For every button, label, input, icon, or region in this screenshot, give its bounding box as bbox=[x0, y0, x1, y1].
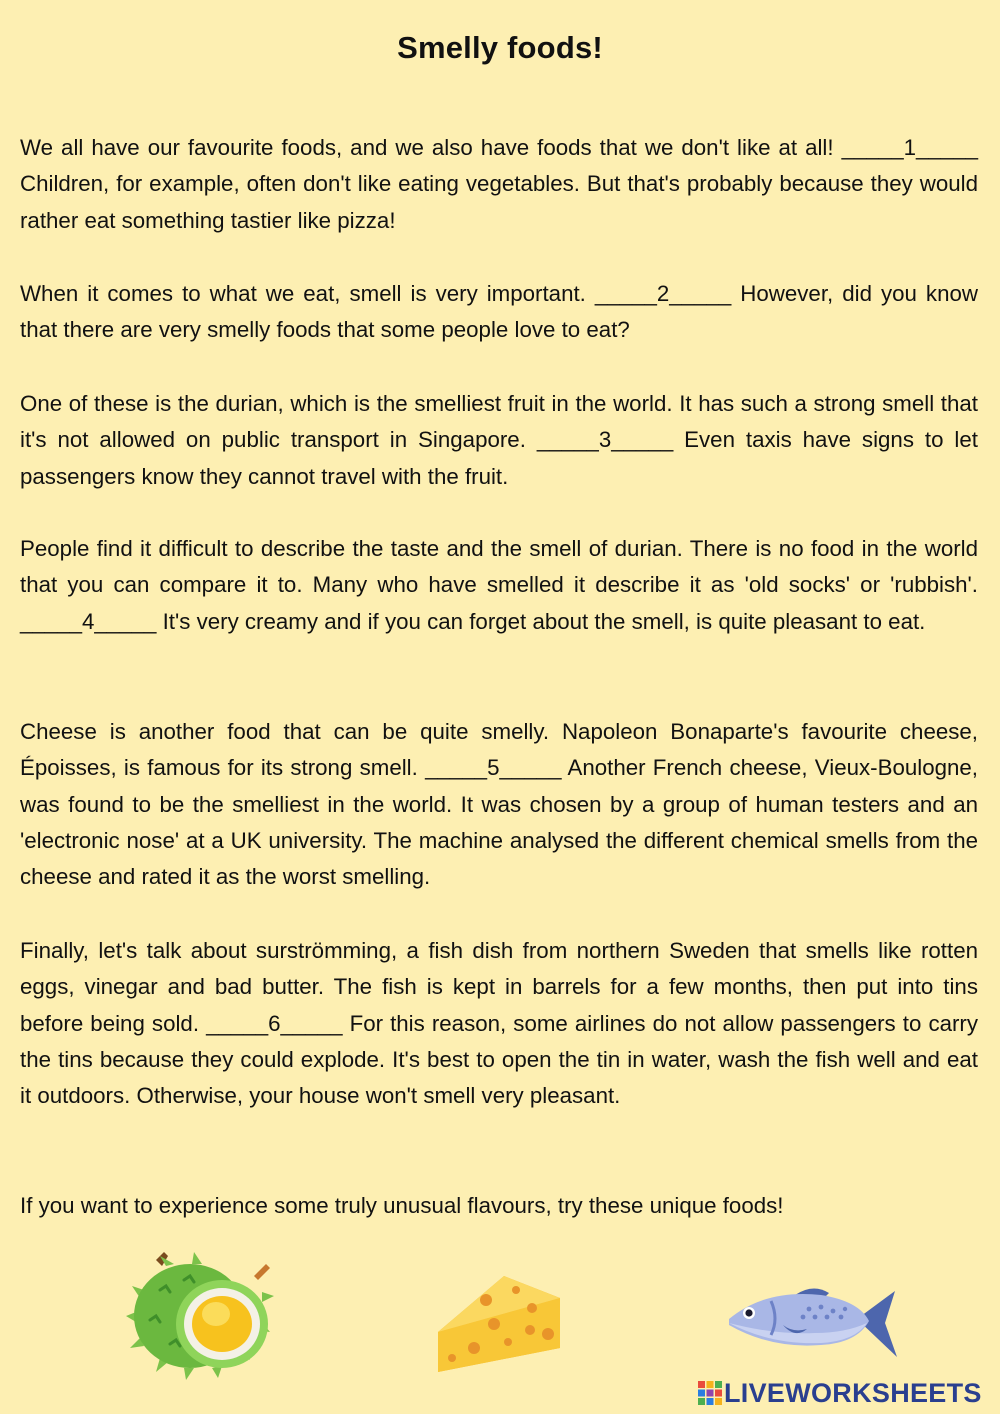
gap-2[interactable]: _____2_____ bbox=[594, 281, 732, 306]
paragraph-6 bbox=[20, 933, 978, 1114]
paragraph-4 bbox=[20, 531, 978, 640]
paragraph-7 bbox=[20, 1188, 978, 1224]
paragraph-text: Another French cheese, Vieux-Boulogne, was found to be the smelliest in the world. It was chosen by a group of human testers and an 'electronic nose' at a UK university. The machine analysed the different chemical smells from the cheese and rated it as the worst smelling. bbox=[20, 755, 978, 890]
paragraph-text: However, did you know that there are very smelly foods that some people love to eat? bbox=[20, 281, 978, 343]
paragraph-text: For this reason, some airlines do not allow passengers to carry the tins because they could explode. It's best to open the tin in water, wash the fish well and eat it outdoors. Otherwise, your house won't smell very pleasant. bbox=[20, 1010, 978, 1109]
paragraph-text: Children, for example, often don't like eating vegetables. But that's probably because they would rather eat something tastier like pizza! bbox=[20, 171, 978, 233]
gap-5[interactable]: _____5_____ bbox=[425, 755, 562, 781]
paragraph-text: Cheese is another food that can be quite smelly. Napoleon Bonaparte's favourite cheese, Époisses, is famous for its strong smell. bbox=[20, 719, 978, 781]
paragraph-text: Finally, let's talk about surströmming, a fish dish from northern Sweden that smells like rotten eggs, vinegar and bad butter. The fish is kept in barrels for a few months, then put into tins before being sold. bbox=[20, 938, 978, 1036]
paragraph-5 bbox=[20, 714, 978, 895]
paragraph-text: If you want to experience some truly unusual flavours, try these unique foods! bbox=[20, 1193, 784, 1218]
paragraph-text: Even taxis have signs to let passengers know they cannot travel with the fruit. bbox=[20, 427, 978, 489]
fish-illustration bbox=[725, 1285, 899, 1361]
logo-text: LIVEWORKSHEETS bbox=[724, 1377, 982, 1408]
cheese-illustration bbox=[434, 1272, 566, 1378]
durian-illustration bbox=[126, 1250, 276, 1380]
gap-6[interactable]: _____6_____ bbox=[206, 1010, 343, 1036]
paragraph-text: One of these is the durian, which is the smelliest fruit in the world. It has such a strong smell that it's not allowed on public transport in Singapore. bbox=[20, 391, 978, 453]
paragraph-text: People find it difficult to describe the taste and the smell of durian. There is no food in the world that you can compare it to. Many who have smelled it describe it as 'old socks' or 'rubbish'. bbox=[20, 536, 978, 598]
paragraph-1 bbox=[20, 130, 978, 239]
paragraph-3 bbox=[20, 386, 978, 495]
paragraph-text: It's very creamy and if you can forget about the smell, is quite pleasant to eat. bbox=[156, 608, 926, 634]
paragraph-text: We all have our favourite foods, and we also have foods that we don't like at all! bbox=[20, 135, 842, 160]
paragraph-2 bbox=[20, 276, 978, 349]
gap-4[interactable]: _____4_____ bbox=[20, 608, 157, 634]
logo-grid-icon bbox=[698, 1381, 722, 1405]
page-title: Smelly foods! bbox=[397, 30, 603, 65]
liveworksheets-logo bbox=[698, 1378, 982, 1408]
paragraph-text: When it comes to what we eat, smell is very important. bbox=[20, 281, 595, 306]
gap-3[interactable]: _____3_____ bbox=[536, 427, 674, 453]
gap-1[interactable]: _____1_____ bbox=[841, 135, 978, 160]
